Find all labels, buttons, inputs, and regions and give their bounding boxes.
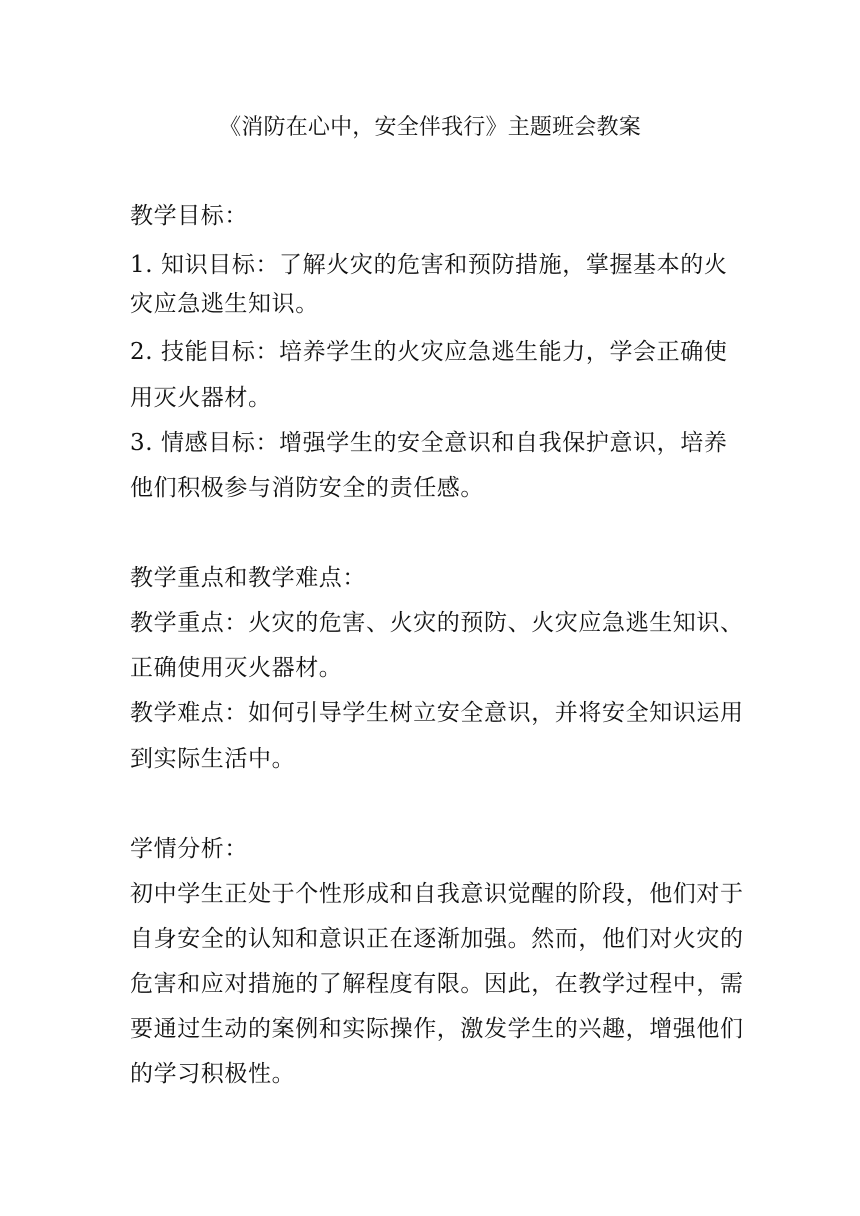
paragraph-line: 教学难点：如何引导学生树立安全意识，并将安全知识运用	[130, 700, 744, 726]
paragraph-line: 自身安全的认知和意识正在逐渐加强。然而，他们对火灾的	[130, 926, 744, 952]
section-heading-key-points: 教学重点和教学难点：	[130, 565, 366, 591]
paragraph-line: 灾应急逃生知识。	[130, 291, 319, 317]
paragraph-line: 3. 情感目标：增强学生的安全意识和自我保护意识，培养	[130, 430, 728, 456]
paragraph-line: 危害和应对措施的了解程度有限。因此，在教学过程中，需	[130, 971, 744, 997]
paragraph-line: 要通过生动的案例和实际操作，激发学生的兴趣，增强他们	[130, 1016, 744, 1042]
paragraph-line: 的学习积极性。	[130, 1061, 296, 1087]
document-title: 《消防在心中，安全伴我行》主题班会教案	[219, 115, 641, 140]
paragraph-line: 到实际生活中。	[130, 746, 296, 772]
paragraph-line: 正确使用灭火器材。	[130, 655, 343, 681]
paragraph-line: 2. 技能目标：培养学生的火灾应急逃生能力，学会正确使	[130, 339, 728, 365]
section-heading-objectives: 教学目标：	[130, 203, 248, 229]
paragraph-line: 1. 知识目标：了解火灾的危害和预防措施，掌握基本的火	[130, 252, 728, 278]
paragraph-line: 教学重点：火灾的危害、火灾的预防、火灾应急逃生知识、	[130, 610, 744, 636]
section-heading-student-analysis: 学情分析：	[130, 836, 248, 862]
paragraph-line: 用灭火器材。	[130, 385, 272, 411]
paragraph-line: 他们积极参与消防安全的责任感。	[130, 475, 484, 501]
paragraph-line: 初中学生正处于个性形成和自我意识觉醒的阶段，他们对于	[130, 881, 744, 907]
